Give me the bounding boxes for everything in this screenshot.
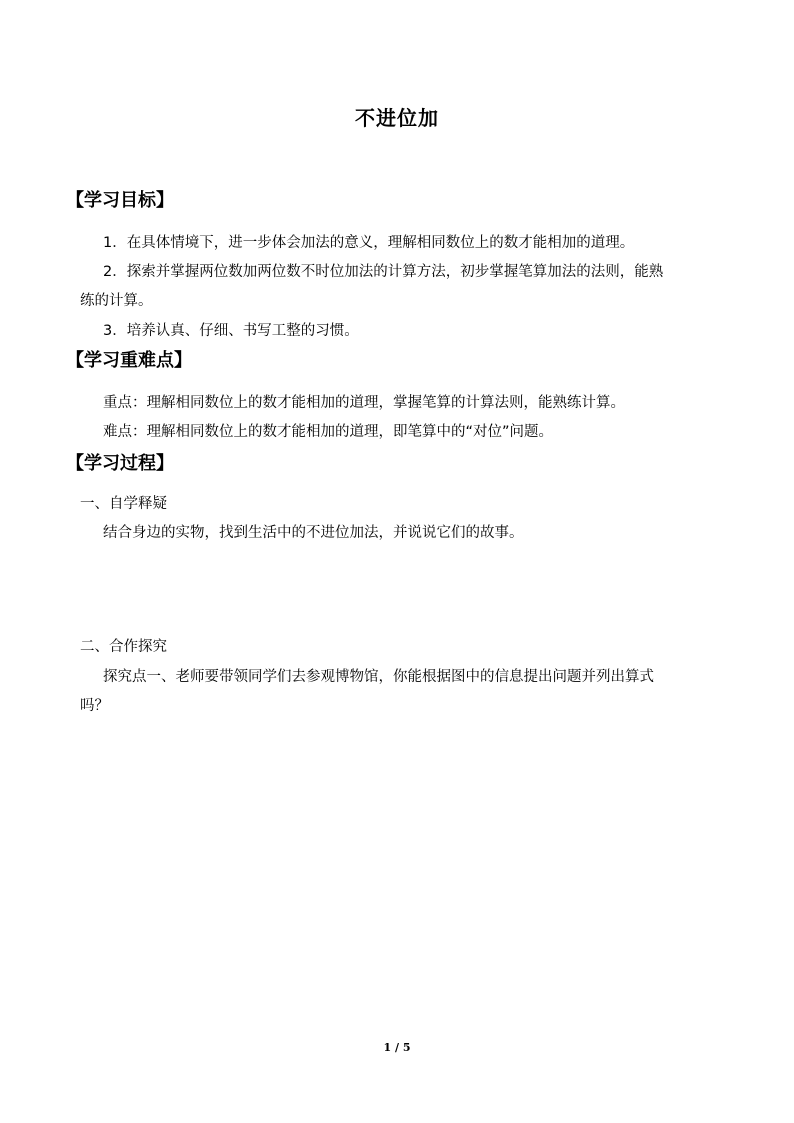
cooperation-title: 二、合作探究 [80,639,167,655]
objective-item-1: 1．在具体情境下，进一步体会加法的意义，理解相同数位上的数才能相加的道理。 [103,235,635,251]
self-study-title: 一、自学释疑 [80,496,167,512]
objective-item-2-continued: 练的计算。 [80,293,153,309]
self-study-text: 结合身边的实物，找到生活中的不进位加法，并说说它们的故事。 [103,525,524,541]
exploration-point-line-2: 吗？ [80,698,109,714]
objective-item-2: 2．探索并掌握两位数加两位数不时位加法的计算方法，初步掌握笔算加法的法则，能熟 [103,264,664,280]
difficulty-point: 难点：理解相同数位上的数才能相加的道理，即笔算中的“对位”问题。 [103,424,554,440]
objective-item-3: 3．培养认真、仔细、书写工整的习惯。 [103,323,359,339]
focus-point: 重点：理解相同数位上的数才能相加的道理，掌握笔算的计算法则，能熟练计算。 [103,395,625,411]
key-points-heading: 【学习重难点】 [66,350,192,371]
objectives-heading: 【学习目标】 [66,190,174,211]
exploration-point-line-1: 探究点一、老师要带领同学们去参观博物馆，你能根据图中的信息提出问题并列出算式 [103,669,654,685]
page-number: 1 / 5 [383,1041,411,1054]
document-title: 不进位加 [355,106,439,130]
process-heading: 【学习过程】 [66,453,174,474]
